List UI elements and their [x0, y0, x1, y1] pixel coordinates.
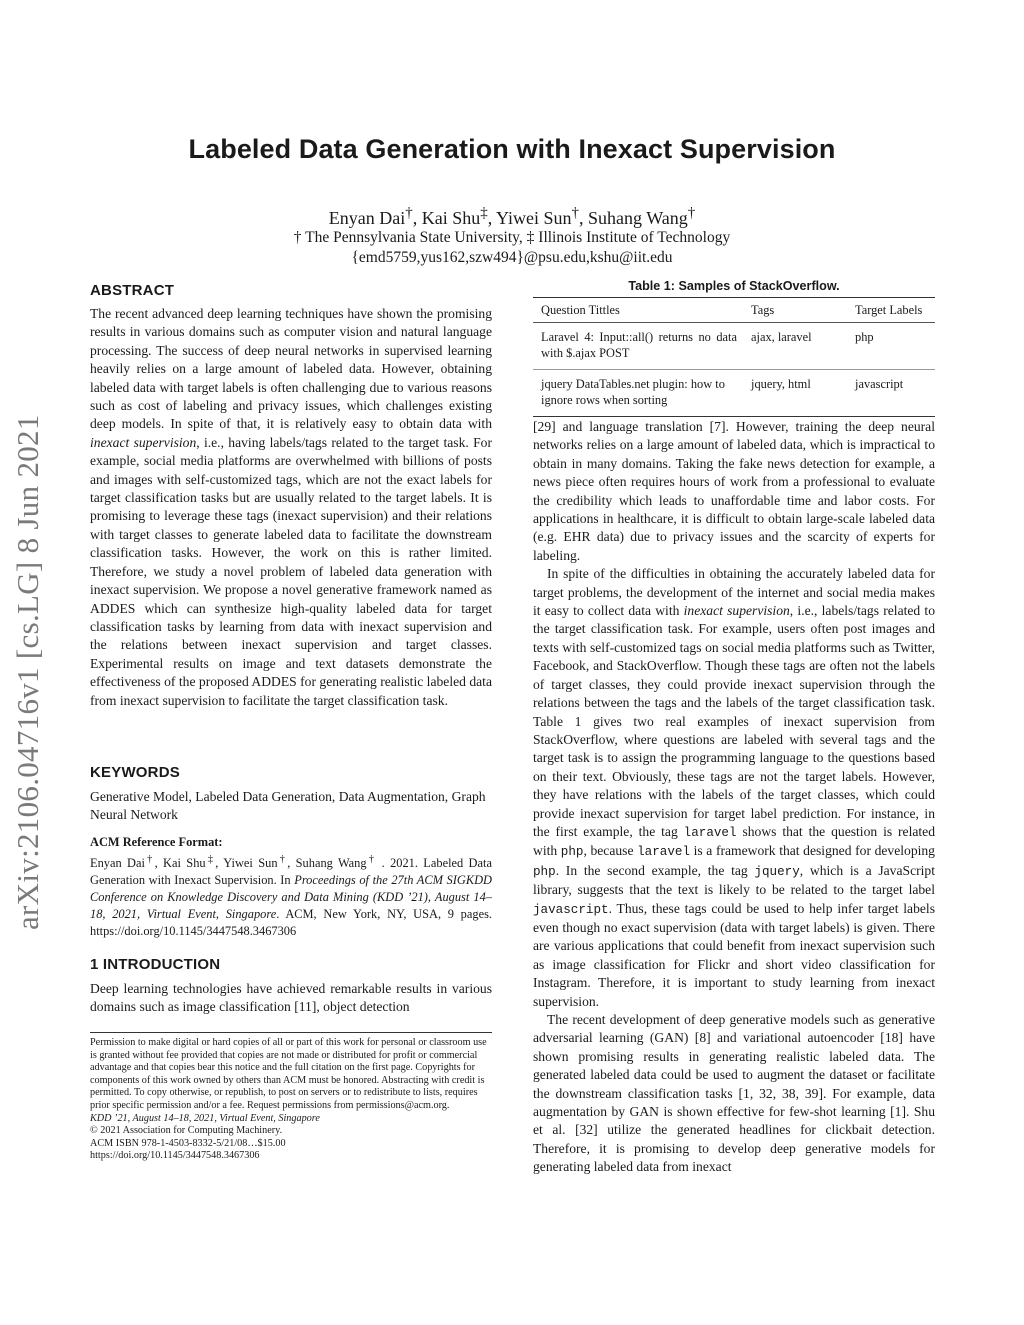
paragraph	[533, 565, 935, 1011]
affiliation-mark: †	[687, 205, 696, 221]
inline-code: jquery	[754, 864, 800, 879]
emphasis: inexact supervision	[683, 603, 790, 619]
samples-table	[533, 297, 935, 417]
ref-mark: †	[144, 854, 155, 865]
abstract-text: , i.e., having labels/tags related to the target task. For example, social media platforms are overwhelmed with billions of posts and images with self-customized tags, which are not the exact labels for target classification tasks but are usually related to the target labels. It is promising to leverage these tags (inexact supervision) and their relations with target classes to generate labeled data to facilitate the downstream classification tasks. However, the work on this is rather limited. Therefore, we study a novel problem of labeled data generation with inexact supervision. We propose a novel generative framework named as ADDES which can synthesize high-quality labeled data for target classification tasks by learning from data with inexact supervision and the relations between inexact supervision and target classes. Experimental results on image and text datasets demonstrate the effectiveness of the proposed ADDES for generating realistic labeled data from inexact supervision to facilitate the target classification task.	[90, 434, 492, 708]
text-run: , because	[583, 843, 638, 859]
text-run: . Thus, these tags could be used to help infer target labels even though no exact supervision (data with target labels) is given. There are various applications that could benefit from inexact supervision such as image classification for Flickr and short video classification for Instagram. Therefore, it is important to study learning from inexact supervision.	[533, 900, 935, 1009]
affiliation-mark: †	[405, 205, 413, 221]
abstract-body	[90, 305, 492, 710]
table-grid	[533, 302, 935, 414]
inline-code: javascript	[533, 902, 609, 917]
ref-text: . 2021. Labeled Data Generation with Inexact Supervision. In	[90, 856, 492, 888]
table-cell: jquery, html	[751, 377, 811, 391]
ref-author: Enyan Dai	[90, 856, 145, 871]
text-run: , i.e., labels/tags related to the target classification task. For example, users often post images and texts with self-customized tags on social media platforms such as Twitter, Facebook, and StackOverflow. Though these tags are often not the labels of target classes, they could provide inexact supervision through the relations between the tags and the labels of the target classification task. Table 1 gives two real examples of inexact supervision from StackOverflow, where questions are labeled with several tags and the target task is to assign the programming language to the questions based on their text. Obviously, these tags are not the target labels. However, they have relations with the labels of the target classes, which could provide inexact supervision for target label prediction. For instance, in the first example, the tag	[533, 603, 936, 839]
author-name: , Kai Shu	[412, 208, 481, 228]
ref-author: , Suhang Wang	[287, 856, 367, 871]
affiliation-mark: †	[571, 205, 580, 221]
inline-code: php	[560, 845, 584, 860]
paper-title: Labeled Data Generation with Inexact Supervision	[188, 134, 836, 164]
author-name: , Suhang Wang	[579, 208, 688, 228]
footnote-rule	[90, 1032, 492, 1033]
table-header: Question Tittles	[541, 303, 620, 317]
table-header-row	[533, 302, 935, 322]
author-emails: {emd5759,yus162,szw494}@psu.edu,kshu@iit.edu	[351, 249, 673, 266]
author-name: Enyan Dai	[328, 208, 406, 228]
acm-reference-heading: ACM Reference Format:	[90, 835, 223, 849]
table-row	[533, 323, 935, 369]
abstract-emphasis: inexact supervision	[90, 434, 197, 450]
permission-footnote	[90, 1037, 492, 1163]
acm-reference-text	[90, 851, 492, 940]
table-header: Tags	[751, 303, 775, 317]
affiliations: † The Pennsylvania State University, ‡ Illinois Institute of Technology	[293, 229, 731, 246]
paragraph: [29] and language translation [7]. However, training the deep neural networks relies on a large amount of labeled data, which is impractical to obtain in many domains. Taking the fake news detection for example, a news piece often requires hours of work from a professional to evaluate the credibility which leads to unaffordable time and labor costs. For applications in healthcare, it is difficult to obtain large-scale labeled data (e.g. EHR data) due to privacy issues and the scarcity of experts for labeling.	[533, 419, 935, 563]
conference-line: KDD ’21, August 14–18, 2021, Virtual Event, Singapore	[90, 1112, 320, 1124]
table-row	[533, 370, 935, 414]
abstract-heading: ABSTRACT	[90, 282, 175, 299]
ref-mark: †	[366, 854, 377, 865]
table-cell: ajax, laravel	[751, 330, 812, 344]
text-run: . In the second example, the tag	[555, 862, 755, 878]
ref-text: . ACM, New York, NY, USA, 9 pages. https://doi.org/10.1145/3447548.3467306	[90, 907, 492, 939]
doi-line: https://doi.org/10.1145/3447548.3467306	[90, 1150, 260, 1162]
intro-text: Deep learning technologies have achieved remarkable results in various domains such as image classification [11], object detection	[90, 981, 492, 1015]
table-bottom-rule	[533, 416, 935, 417]
table-header: Target Labels	[855, 303, 923, 317]
text-run: is a framework that designed for developing	[690, 843, 935, 859]
paragraph: The recent development of deep generative models such as generative adversarial learning (GAN) [8] and variational autoencoder [18] have shown promising results in generating realistic labeled data. The generated labeled data could be used to augment the dataset or facilitate the downstream classification tasks [1, 32, 38, 39]. For example, data augmentation by GAN is shown effective for few-shot learning [1]. Shu et al. [32] utilize the generated headlines for clickbait detection. Therefore, it is promising to develop deep generative models for generating labeled data from inexact	[533, 1012, 935, 1175]
author-list	[0, 205, 1024, 229]
permission-text: Permission to make digital or hard copies of all or part of this work for personal or classroom use is granted without fee provided that copies are not made or distributed for profit or commercial advantage and that copies bear this notice and the full citation on the first page. Copyrights for components of this work owned by others than ACM must be honored. Abstracting with credit is permitted. To copy otherwise, or republish, to post on servers or to redistribute to lists, requires prior specific permission and/or a fee. Request permissions from permissions@acm.org.	[90, 1037, 487, 1111]
table-cell: jquery DataTables.net plugin: how to ignore rows when sorting	[541, 377, 725, 407]
inline-code: laravel	[637, 845, 691, 860]
keywords-text: Generative Model, Labeled Data Generation, Data Augmentation, Graph Neural Network	[90, 789, 486, 823]
copyright-line: © 2021 Association for Computing Machinery.	[90, 1125, 283, 1137]
text-run: shows that the question is related with	[533, 823, 936, 859]
inline-code: php	[533, 864, 556, 879]
inline-code: laravel	[683, 825, 737, 840]
ref-venue: Proceedings of the 27th ACM SIGKDD Conference on Knowledge Discovery and Data Mining (KDD ’21), August 14–18, 2021, Virtual Event, Singapore	[90, 873, 492, 922]
keywords-heading: KEYWORDS	[90, 764, 180, 781]
table-cell: Laravel 4: Input::all() returns no data with $.ajax POST	[541, 330, 737, 360]
table-top-rule	[533, 297, 935, 298]
ref-author: , Kai Shu	[154, 856, 206, 871]
abstract-text: The recent advanced deep learning techniques have shown the promising results in various domains such as computer vision and natural language processing. The success of deep neural networks in supervised learning heavily relies on a large amount of labeled data. However, obtaining labeled data with target labels is often challenging due to various reasons such as cost of labeling and privacy issues, which challenges existing deep models. In spite of that, it is relatively easy to obtain data with	[90, 306, 492, 432]
isbn-line: ACM ISBN 978-1-4503-8332-5/21/08…$15.00	[90, 1137, 286, 1149]
right-column-body	[533, 418, 935, 1177]
affiliation-mark: ‡	[480, 205, 488, 221]
arxiv-identifier: arXiv:2106.04716v1 [cs.LG] 8 Jun 2021	[10, 414, 45, 930]
author-name: , Yiwei Sun	[487, 208, 572, 228]
text-run: , which is a JavaScript library, suggests that the text is likely to be related to the target label	[533, 862, 935, 898]
text-run: In spite of the difficulties in obtaining the accurately labeled data for target problems, the development of the internet and social media makes it easy to collect data with	[533, 566, 935, 619]
ref-author: , Yiwei Sun	[215, 856, 278, 871]
table-cell: javascript	[855, 377, 904, 391]
intro-heading: 1 INTRODUCTION	[90, 956, 221, 973]
ref-mark: †	[277, 854, 288, 865]
ref-mark: ‡	[205, 854, 216, 865]
table-caption: Table 1: Samples of StackOverflow.	[628, 279, 840, 293]
table-cell: php	[855, 330, 874, 344]
